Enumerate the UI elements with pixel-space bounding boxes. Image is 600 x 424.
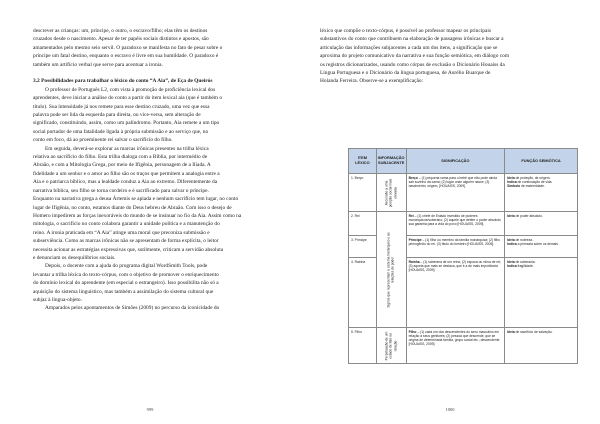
- func-cell: [505, 174, 578, 212]
- func-text: de sacrifício de salvação.: [514, 329, 553, 334]
- item-cell: 3. Príncipe: [349, 236, 377, 258]
- func-entry: [507, 184, 575, 188]
- sig-text: – (1) chefe de Estado investido de poderes monárquicos/soberano; (2) aquele que detém o poder absoluto sua garantia para a vida do povo [HOUAISS, 2009].: [408, 213, 501, 227]
- func-text: fragilidade.: [516, 263, 534, 268]
- col-header-significacao: SIGNIFICAÇÃO: [406, 149, 505, 174]
- text-line: Abraão, e com a Mitologia Grega, por meio de Ifigênia, personagem de a Ilíada. A: [33, 162, 211, 169]
- text-line: os registros dicionarizados, usando como córpus de exclusão o Dicionário Houaiss da: [320, 61, 505, 68]
- func-label: Símbolo: [507, 184, 521, 189]
- text-line: O professor de Português L2, com vista à promoção de proficiência lexical dos: [45, 86, 216, 93]
- func-cell: [505, 258, 578, 328]
- text-line: palavra pode ser lida da esquerda para direita, ou vice-versa, sem alteração de: [33, 112, 201, 119]
- text-line: Língua Portuguesa e o Dicionário da língua portuguesa, de Aurélio Buarque de: [320, 70, 491, 77]
- item-cell: 1. Berço: [349, 174, 377, 212]
- text-line: subjaz à língua-objeto.: [33, 296, 82, 303]
- text-line: Depois, o docente com a ajuda do programa digital WordSmith Tools, pode: [45, 263, 208, 270]
- text-line: Enquanto na narrativa grega a deusa Ártemis se apiada e nenhum sacrifício tem lugar, no conto: [33, 196, 239, 203]
- func-entry: [507, 242, 575, 246]
- text-line: descrever as crianças: um, príncipe, o outro, o escravo/filho; elas têm os destinos: [33, 28, 208, 34]
- func-text: de proteção, de origem.: [514, 175, 551, 180]
- text-line: articulação das informações subjacentes a cada um dos itens, a significação que se: [320, 44, 498, 51]
- text-line: levantar a trilha léxica do texto-córpus, com o objetivo de promover o enriquecimento: [33, 271, 219, 278]
- page-number-left: 999: [146, 407, 154, 412]
- text-line: narrativa bíblica, seu filho se torna cordeiro e é sacrificado para salvar o príncipe.: [33, 187, 209, 194]
- func-cell: [505, 212, 578, 236]
- text-line: do domínio lexical do aprendente (em especial o estrangeiro). Isso possibilita não só a: [33, 280, 219, 287]
- func-label: Indica: [507, 179, 517, 184]
- sig-term: Rei: [408, 213, 414, 218]
- func-label: Ideia: [507, 213, 515, 218]
- sig-text: – (1) pequena cama para o bebê que não pode ainda sair sozinho da cama; (2) lugar onde alguém nasce; (3) nascimento; origem, [HOUAISS, 2009].: [408, 175, 497, 189]
- func-entry: [507, 264, 575, 268]
- func-label: Ideia: [507, 175, 515, 180]
- col-header-funcao: FUNÇÃO SEMIÓTICA: [505, 149, 578, 174]
- page-number-right: 1000: [445, 407, 455, 412]
- text-line: substantivos do conto que contribuem na elaboração de passagens irônicas e buscar a: [320, 36, 504, 43]
- func-text: de maternidade.: [520, 184, 545, 189]
- func-label: Ideia: [507, 237, 515, 242]
- sig-text: – (1) filho ou membro da família monárquica; (2) filho primogênito do rei. (3) título do herdeiro [HOUAISS, 2009].: [408, 237, 501, 246]
- text-line: subserviência. Como as marcas irônicas não se apresentam de forma explícita, o leitor: [33, 238, 219, 245]
- text-line: Em seguida, deverá-se explorar as marcas irônicas presentes na trilha léxica: [45, 145, 209, 152]
- func-entry: [507, 214, 575, 218]
- func-label: Indica: [507, 241, 517, 246]
- text-line: também um artifício verbal que serve para acentuar a ironia.: [33, 61, 163, 68]
- text-line: Holanda Ferreira. Observe-se a exemplificação:: [320, 78, 424, 85]
- sig-term: Príncipe: [408, 237, 422, 242]
- text-line: lugar de Ifigênia, no conto, estamos diante do Deus hebreu de Abraão. Com isso o desejo de: [33, 204, 232, 211]
- text-line: aquisição do sistema linguístico, mas também a assimilação do sistema cultural que: [33, 288, 214, 295]
- col-header-item: ITEM LÉXICO: [349, 149, 377, 174]
- func-text: de nobreza.: [514, 237, 533, 242]
- text-line: cruzados desde o nascimento. Apesar de ter papéis sociais distintos e apostos, são: [33, 36, 209, 43]
- sig-cell: [406, 328, 505, 364]
- text-line: aproxima do projeto comunicativo da narrativa e sua função semiótica, em diálogo com: [320, 53, 510, 60]
- sig-text: – (1) soberana de um reino; (2) esposa ou viúva de rei; (3) aquela que mais se destaca, que é a de mais importância [HOUAISS, 2009].: [408, 259, 501, 273]
- func-label: Indica: [507, 263, 517, 268]
- text-line: reino. A ironia praticada em “A Aia” atinge uma moral que preconiza submissão e: [33, 229, 210, 236]
- text-line: social portador de uma fatalidade ligada à própria submissão e ao serviço que, no: [33, 128, 209, 135]
- text-line: Aia e o patriarca bíblico, mas a lealdade conduz a Aia ao extremo. Diferentemente da: [33, 179, 218, 186]
- func-text: de continuação de vida.: [516, 179, 553, 184]
- func-cell: [505, 328, 578, 364]
- func-text: a primazia sobre os demais.: [516, 241, 559, 246]
- table-row: [349, 212, 578, 236]
- func-cell: [505, 236, 578, 258]
- lexical-table: [348, 148, 578, 364]
- col-header-info: INFORMAÇÃO SUBJACENTE: [376, 149, 406, 174]
- func-entry: [507, 330, 575, 334]
- sig-term: Berço: [408, 175, 418, 180]
- section-heading: 3.2 Possibilidades para trabalhar o léxico do conto “A Aia”, de Eça de Queirós: [33, 78, 213, 85]
- section-body: [33, 86, 285, 313]
- table-row: [349, 328, 578, 364]
- text-line: necessita acionar as estratégias expressivas que, sutilmente, criticam a servidão absoluta: [33, 246, 224, 253]
- sig-cell: [406, 212, 505, 236]
- sig-cell: [406, 174, 505, 212]
- sig-cell: [406, 258, 505, 328]
- text-line: léxico que compõe o texto-córpus, é possível ao professor mapear os principais: [320, 28, 491, 34]
- info-cell: [376, 328, 406, 364]
- table-header-row: [349, 149, 578, 174]
- text-line: mitologia, o sacrifício no conto colabora garantir a unidade política e a manutenção do: [33, 221, 220, 228]
- text-line: significado, constituindo, assim, como um palíndromo. Portanto, Aia remete a um tipo: [33, 120, 220, 127]
- text-line: Amparados pelos apontamentos de Simões (2009) no percurso da iconicidade do: [45, 305, 220, 312]
- sig-cell: [406, 236, 505, 258]
- func-text: de soberania.: [514, 259, 536, 264]
- item-cell: 2. Rei: [349, 212, 377, 236]
- text-line: amamentados pelo mesmo seio servil. O paradoxo se manifesta no fato de pesar sobre o: [33, 44, 223, 51]
- right-page: [300, 0, 600, 424]
- func-label: Ideia: [507, 259, 515, 264]
- side-label-cell: [376, 212, 406, 328]
- left-text-column: [33, 27, 285, 313]
- info-cell: [376, 174, 406, 212]
- text-line: conto em foco, dá ao proeminente rei salvar o sacrifício do filho.: [33, 137, 173, 144]
- sig-term: Rainha: [408, 259, 420, 264]
- sig-text: – (1) cada um dos descendentes do sexo masculino em relação a seus genitores; (2) pessoa que descende, que se origina de determinada família, grupo social etc.; descendente [HOUAISS, 2009].: [408, 329, 500, 347]
- func-text: de poder absoluto.: [514, 213, 543, 218]
- text-line: e denunciam os desequilíbrios sociais.: [33, 254, 116, 261]
- text-line: Homero impedirem as forças inexoráveis do mundo de se insinuar no fio da Aia. Assim como na: [33, 212, 242, 219]
- text-line: aprendentes, deve iniciar a análise do conto a partir do item lexical aia (que é também o: [33, 95, 223, 102]
- text-line: título). Sua íntensidade já nos remete para esse destino cruzado, uma vez que essa: [33, 103, 210, 110]
- intro-paragraph-right: [320, 27, 575, 86]
- intro-paragraph: [33, 27, 285, 69]
- text-line: príncipe um fatal destino, enquanto o escravo é livre em sua humildade. O paradoxo é: [33, 53, 219, 60]
- func-label: Ideia: [507, 329, 515, 334]
- info-text: Ascensão a uma posição social mais elevada: [384, 178, 398, 207]
- side-label-text: Signos que representam o sistema hierárquico e as relações de poder: [386, 231, 396, 308]
- text-line: relativa ao sacrifício do filho. Esta trilha dialoga com a Bíblia, por intermédio de: [33, 154, 208, 161]
- text-line: fidelidade a um senhor e o amor ao filho são os traços que permitem a analogia entre a: [33, 170, 220, 177]
- info-text: Perpetuação de um estado de fato ou relação: [384, 331, 398, 360]
- table-row: [349, 174, 578, 212]
- item-cell: 4. Rainha: [349, 258, 377, 328]
- item-cell: 5. Filho: [349, 328, 377, 364]
- sig-term: Filho: [408, 329, 417, 334]
